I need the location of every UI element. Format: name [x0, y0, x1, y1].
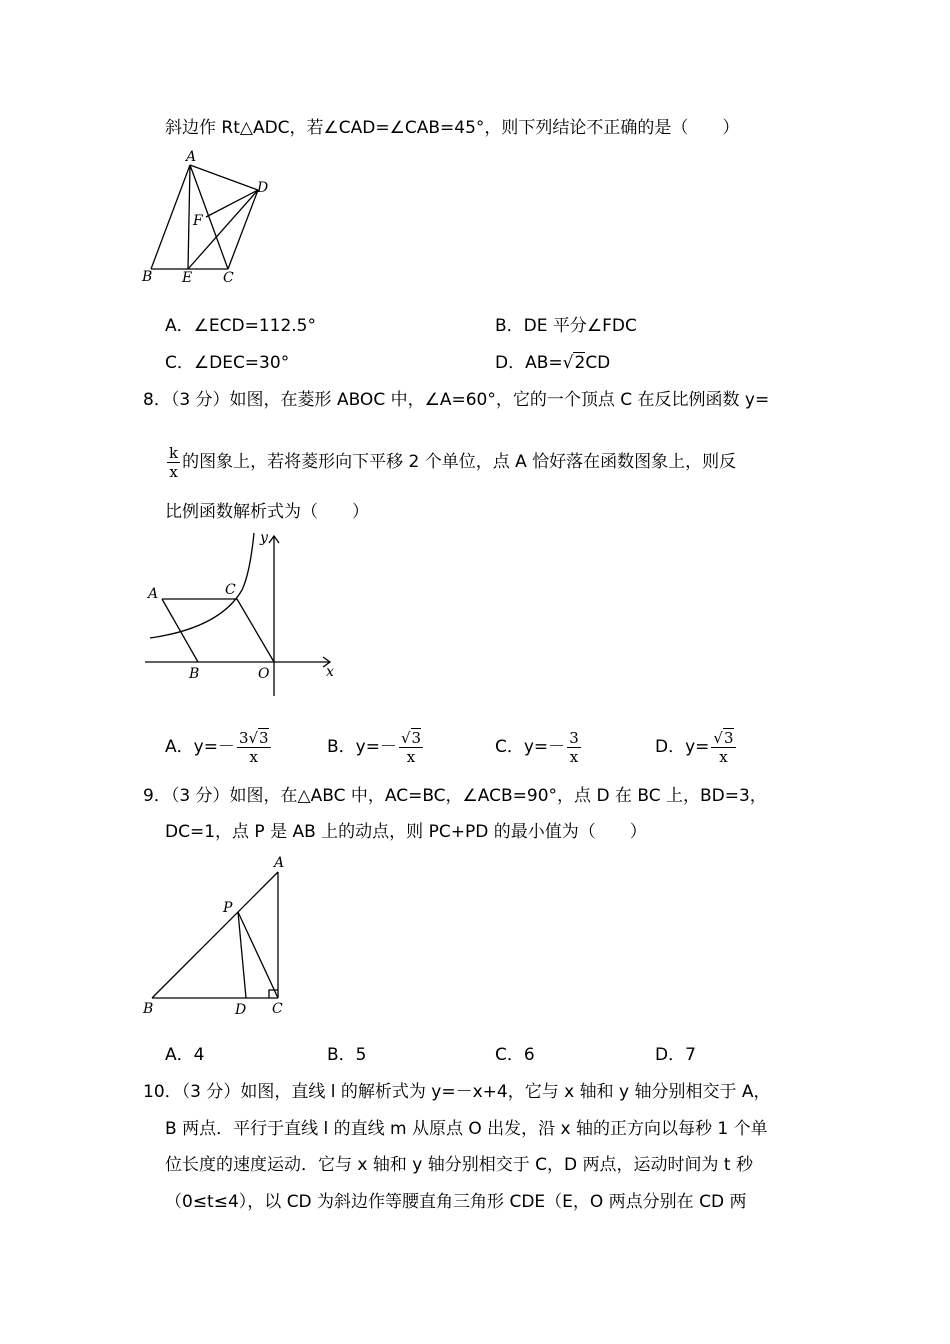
q9-label-a: A [274, 855, 285, 871]
q10-line1: 10．（3 分）如图，直线 l 的解析式为 y=－x+4，它与 x 轴和 y 轴分别相交于 A， [143, 1082, 771, 1102]
q8-option-c: C．y=－ $\frac{3}{x}$ [495, 728, 579, 766]
q8-line3: 比例函数解析式为（ ） [165, 502, 369, 522]
q9-label-b: B [143, 1001, 154, 1017]
q8-figure [140, 528, 340, 700]
q10-line4: （0≤t≤4），以 CD 为斜边作等腰直角三角形 CDE（E，O 两点分别在 CD 两 [165, 1192, 747, 1212]
q7-option-d: D．AB=√2CD [495, 353, 611, 373]
q8-fraction: $\frac{k}{x}$ [169, 443, 179, 481]
q7-label-a: A [186, 149, 197, 165]
q8-label-b: B [189, 666, 200, 682]
q7-label-e: E [182, 270, 193, 286]
q7-label-c: C [223, 270, 234, 286]
q9-label-d: D [235, 1002, 247, 1018]
q8-line2: $\frac{k}{x}$ 的图象上，若将菱形向下平移 2 个单位，点 A 恰好落在函数图象上，则反 [169, 443, 737, 481]
q7-label-f: F [193, 213, 203, 229]
q8-label-c: C [225, 582, 236, 598]
q7-figure [138, 145, 278, 290]
q10-line2: B 两点．平行于直线 l 的直线 m 从原点 O 出发，沿 x 轴的正方向以每秒 1 个单 [165, 1119, 768, 1139]
q9-option-a: A．4 [165, 1045, 205, 1065]
q8-label-o: O [258, 666, 270, 682]
q8-option-d: D．y= $\frac{√3}{x}$ [655, 728, 734, 766]
q8-label-a: A [148, 586, 159, 602]
q7-option-a: A．∠ECD=112.5° [165, 316, 316, 336]
q7-label-d: D [257, 180, 269, 196]
q9-line2: DC=1，点 P 是 AB 上的动点，则 PC+PD 的最小值为（ ） [165, 822, 647, 842]
q7-option-b: B．DE 平分∠FDC [495, 316, 637, 336]
q7-stem: 斜边作 Rt△ADC，若∠CAD=∠CAB=45°，则下列结论不正确的是（ ） [165, 118, 740, 138]
q9-option-b: B．5 [327, 1045, 367, 1065]
q8-label-x: x [326, 664, 334, 680]
q9-line1: 9．（3 分）如图，在△ABC 中，AC=BC，∠ACB=90°，点 D 在 BC 上，BD=3， [143, 786, 767, 806]
q9-label-p: P [223, 900, 233, 916]
q10-line3: 位长度的速度运动．它与 x 轴和 y 轴分别相交于 C，D 两点，运动时间为 t 秒 [165, 1155, 753, 1175]
q8-line1: 8．（3 分）如图，在菱形 ABOC 中，∠A=60°，它的一个顶点 C 在反比例函数 y= [143, 390, 770, 410]
q8-option-a: A．y=－ $\frac{3√3}{x}$ [165, 728, 269, 766]
q9-option-d: D．7 [655, 1045, 696, 1065]
q8-label-y: y [260, 530, 268, 546]
q7-option-c: C．∠DEC=30° [165, 353, 290, 373]
q9-label-c: C [272, 1001, 283, 1017]
q9-figure [138, 850, 298, 1025]
q7-label-b: B [142, 269, 153, 285]
q8-option-b: B．y=－ $\frac{√3}{x}$ [327, 728, 422, 766]
q9-option-c: C．6 [495, 1045, 535, 1065]
